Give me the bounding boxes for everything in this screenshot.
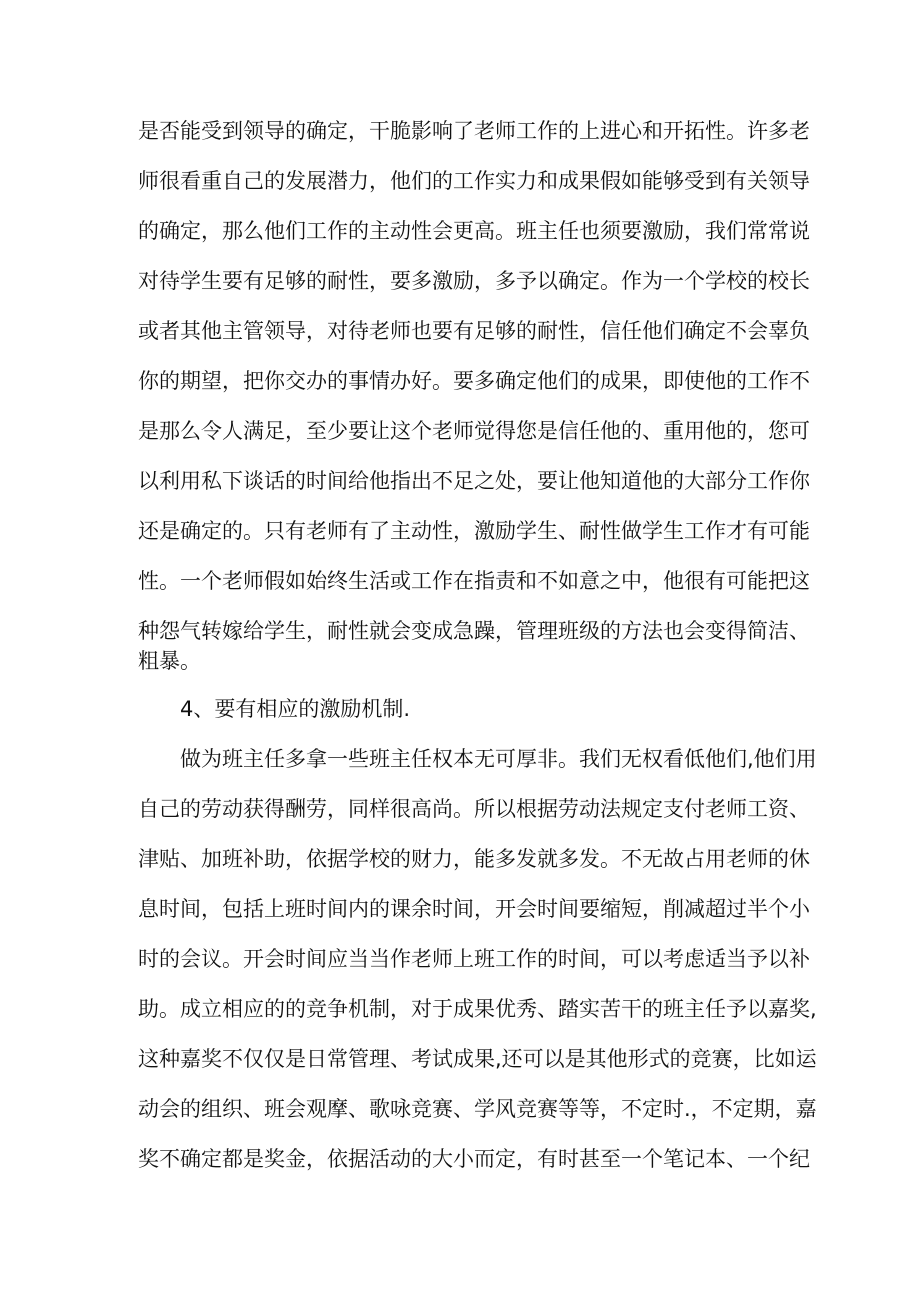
paragraph-line: 或者其他主管领导，对待老师也要有足够的耐性，信任他们确定不会辜负 bbox=[138, 319, 810, 343]
paragraph-line: 助。成立相应的的竞争机制，对于成果优秀、踏实苦干的班主任予以嘉奖, bbox=[138, 997, 817, 1021]
paragraph-line: 性。一个老师假如始终生活或工作在指责和不如意之中，他很有可能把这 bbox=[138, 569, 810, 593]
paragraph-line: 对待学生要有足够的耐性，要多激励，多予以确定。作为一个学校的校长 bbox=[138, 269, 810, 293]
paragraph-line: 这种嘉奖不仅仅是日常管理、考试成果,还可以是其他形式的竞赛，比如运 bbox=[138, 1047, 817, 1071]
paragraph-line: 以利用私下谈话的时间给他指出不足之处，要让他知道他的大部分工作你 bbox=[138, 469, 810, 493]
paragraph-line: 的确定，那么他们工作的主动性会更高。班主任也须要激励，我们常常说 bbox=[138, 219, 810, 243]
paragraph-line: 种怨气转嫁给学生，耐性就会变成急躁，管理班级的方法也会变得简洁、 bbox=[138, 619, 810, 643]
paragraph-line: 做为班主任多拿一些班主任权本无可厚非。我们无权看低他们,他们用 bbox=[180, 747, 817, 771]
paragraph-line: 津贴、加班补助，依据学校的财力，能多发就多发。不无故占用老师的休 bbox=[138, 847, 810, 871]
paragraph-line: 息时间，包括上班时间内的课余时间，开会时间要缩短，削减超过半个小 bbox=[138, 897, 810, 921]
paragraph-line: 师很看重自己的发展潜力，他们的工作实力和成果假如能够受到有关领导 bbox=[138, 169, 810, 193]
paragraph-line: 时的会议。开会时间应当当作老师上班工作的时间，可以考虑适当予以补 bbox=[138, 947, 810, 971]
paragraph-line: 是那么令人满足，至少要让这个老师觉得您是信任他的、重用他的，您可 bbox=[138, 419, 810, 443]
paragraph-line: 粗暴。 bbox=[138, 649, 201, 673]
paragraph-line: 你的期望，把你交办的事情办好。要多确定他们的成果，即使他的工作不 bbox=[138, 369, 810, 393]
paragraph-line: 还是确定的。只有老师有了主动性，激励学生、耐性做学生工作才有可能 bbox=[138, 519, 810, 543]
paragraph-line: 动会的组织、班会观摩、歌咏竞赛、学风竞赛等等，不定时.，不定期，嘉 bbox=[138, 1097, 817, 1121]
paragraph-line: 自己的劳动获得酬劳，同样很高尚。所以根据劳动法规定支付老师工资、 bbox=[138, 797, 810, 821]
section-heading: 4、要有相应的激励机制. bbox=[180, 697, 411, 721]
paragraph-line: 是否能受到领导的确定，干脆影响了老师工作的上进心和开拓性。许多老 bbox=[138, 119, 810, 143]
paragraph-line: 奖不确定都是奖金，依据活动的大小而定，有时甚至一个笔记本、一个纪 bbox=[138, 1147, 810, 1171]
